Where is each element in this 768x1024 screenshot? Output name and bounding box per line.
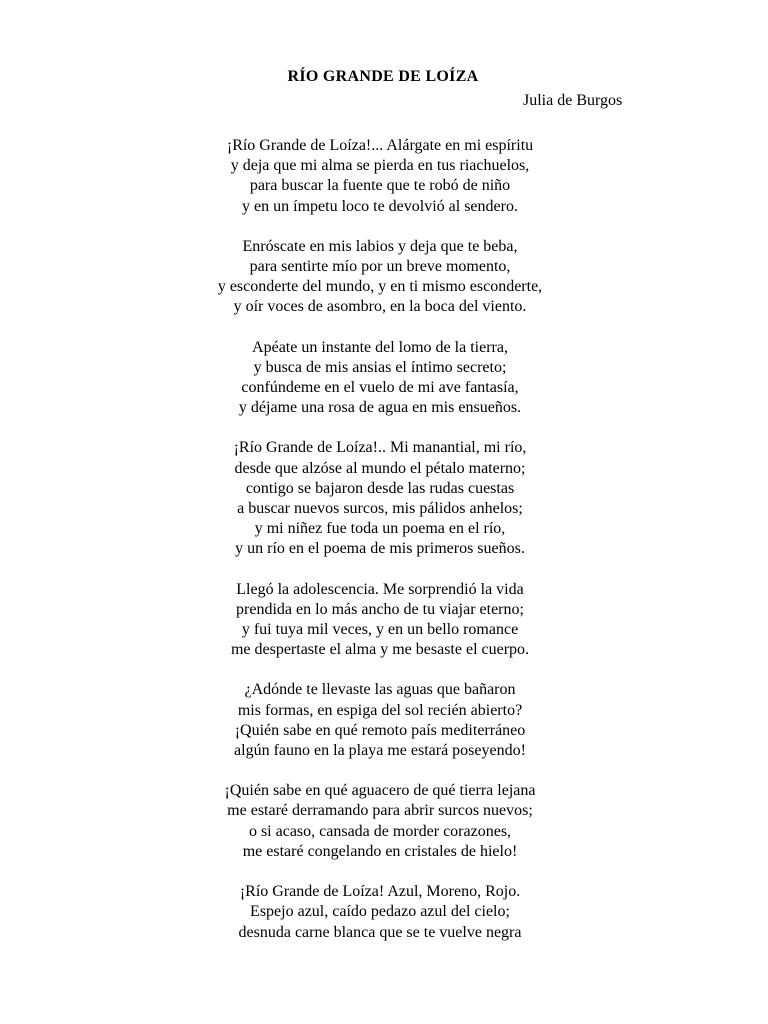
poem-stanza (0, 680, 768, 761)
poem-line: y esconderte del mundo, y en ti mismo esconderte, (217, 278, 543, 296)
poem-line: ¡Río Grande de Loíza! Azul, Moreno, Rojo. (239, 883, 521, 901)
poem-line: y oír voces de asombro, en la boca del viento. (233, 298, 527, 316)
poem-author: Julia de Burgos (523, 92, 623, 109)
poem-line: ¡Quién sabe en qué remoto país mediterráneo (234, 721, 526, 739)
poem-line: desde que alzóse al mundo el pétalo materno; (234, 459, 526, 477)
poem-line: y fui tuya mil veces, y en un bello romance (241, 621, 519, 639)
poem-stanza (0, 580, 768, 661)
poem-stanza (0, 237, 768, 318)
poem-line: ¡Quién sabe en qué aguacero de qué tierra lejana (224, 782, 536, 800)
poem-line: Llegó la adolescencia. Me sorprendió la vida (236, 580, 524, 598)
poem-line: para sentirte mío por un breve momento, (249, 258, 511, 276)
poem-line: algún fauno en la playa me estará poseyendo! (234, 742, 526, 760)
poem-line: y mi niñez fue toda un poema en el río, (254, 520, 506, 538)
poem-stanza (0, 781, 768, 862)
poem-line: mis formas, en espiga del sol recién abierto? (237, 701, 523, 719)
poem-line: prendida en lo más ancho de tu viajar eterno; (236, 600, 524, 618)
poem-line: y deja que mi alma se pierda en tus riachuelos, (230, 157, 530, 175)
poem-line: Apéate un instante del lomo de la tierra, (252, 338, 508, 356)
poem-line: y un río en el poema de mis primeros sueños. (235, 540, 525, 558)
poem-line: ¿Adónde te llevaste las aguas que bañaron (244, 681, 516, 699)
poem-line: me estaré derramando para abrir surcos nuevos; (227, 802, 533, 820)
poem-stanza (0, 338, 768, 419)
poem-stanza (0, 438, 768, 559)
poem-line: y déjame una rosa de agua en mis ensueños. (238, 399, 522, 417)
poem-line: y busca de mis ansias el íntimo secreto; (253, 358, 507, 376)
poem-line: o si acaso, cansada de morder corazones, (248, 822, 512, 840)
poem-line: y en un ímpetu loco te devolvió al sendero. (242, 197, 518, 215)
poem-line: contigo se bajaron desde las rudas cuestas (245, 479, 515, 497)
poem-line: para buscar la fuente que te robó de niño (249, 177, 511, 195)
poem-stanza (0, 882, 768, 943)
poem-line: me despertaste el alma y me besaste el cuerpo. (230, 641, 530, 659)
poem-line: Espejo azul, caído pedazo azul del cielo; (250, 903, 510, 921)
poem-line: me estaré congelando en cristales de hielo! (242, 842, 518, 860)
poem-line: a buscar nuevos surcos, mis pálidos anhelos; (237, 500, 523, 518)
poem-title: RÍO GRANDE DE LOÍZA (287, 68, 479, 85)
poem-line: Enróscate en mis labios y deja que te beba, (242, 237, 518, 255)
poem-line: desnuda carne blanca que se te vuelve negra (238, 923, 522, 941)
poem-stanza (0, 136, 768, 217)
poem-line: ¡Río Grande de Loíza!... Alárgate en mi espíritu (226, 137, 534, 154)
poem-line: confúndeme en el vuelo de mi ave fantasía, (241, 379, 519, 397)
poem-body (0, 136, 768, 963)
poem-line: ¡Río Grande de Loíza!.. Mi manantial, mi río, (233, 439, 527, 457)
